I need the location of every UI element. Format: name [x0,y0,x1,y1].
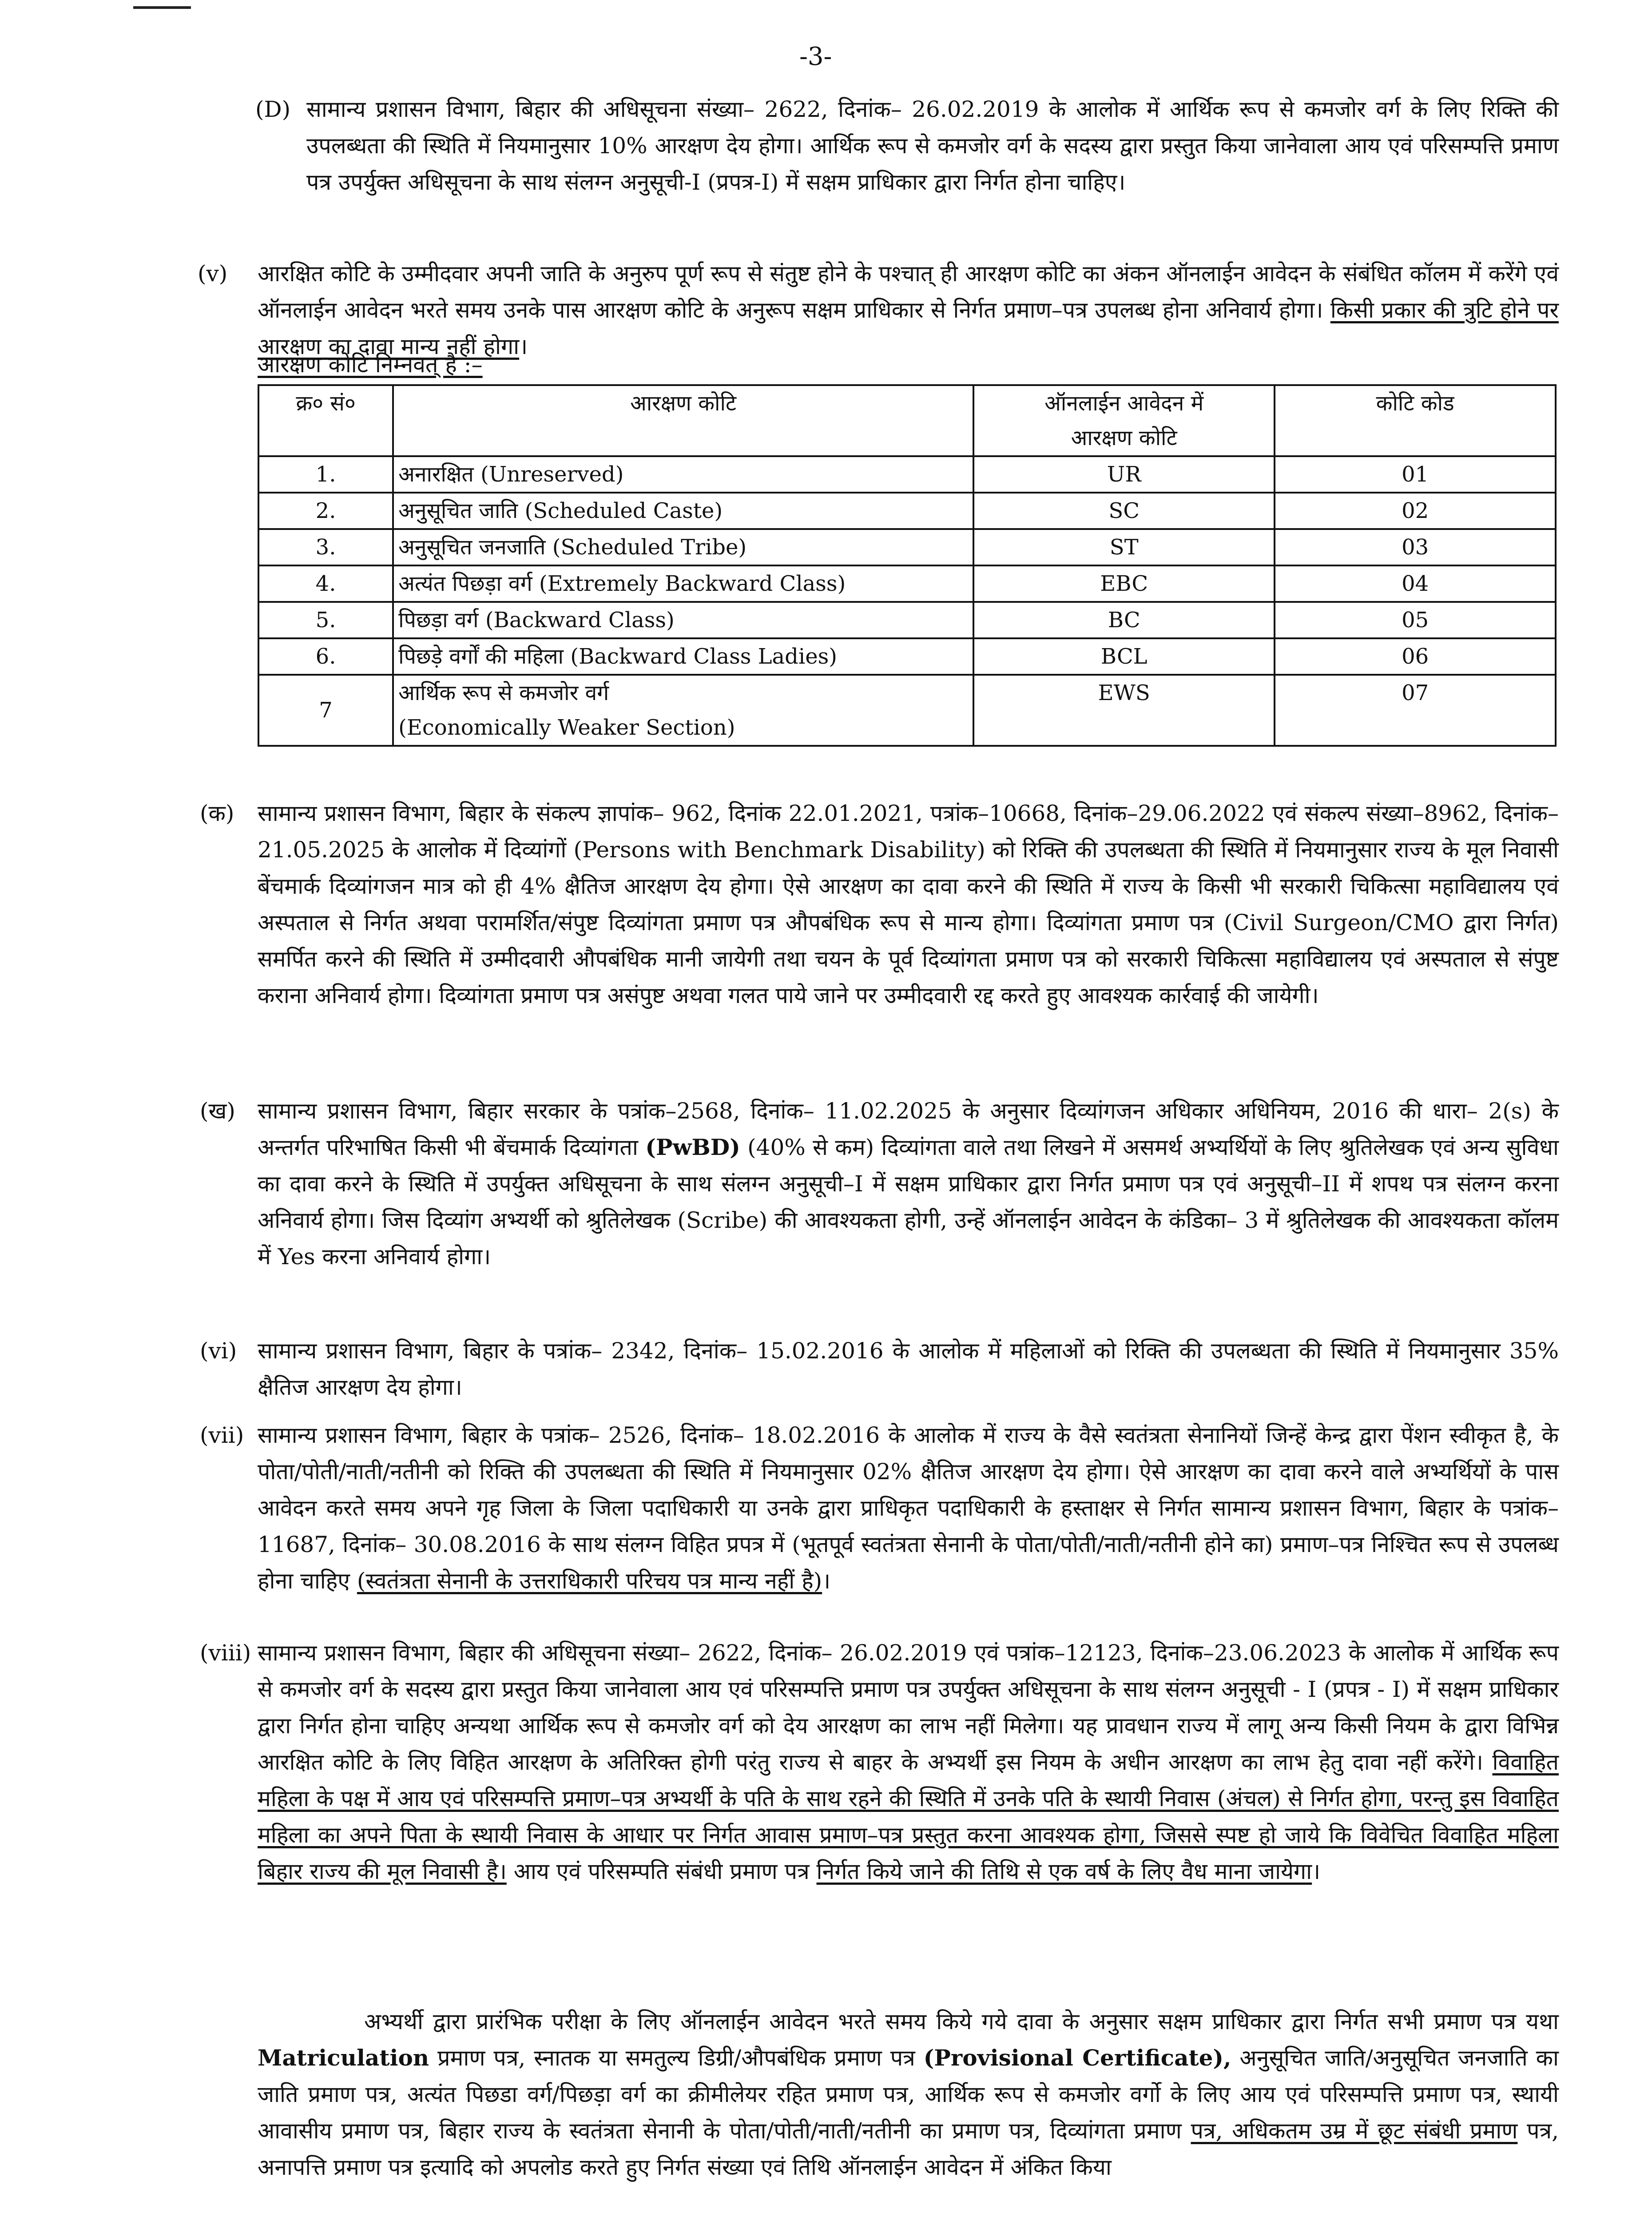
table-row [258,602,1556,638]
table-row [258,493,1556,529]
reservation-heading [258,346,483,383]
para-ka-label: (क) [200,800,234,826]
para-v-end: । [519,334,528,359]
cell-category: अनारक्षित (Unreserved) [393,456,973,493]
para-vii-text [258,1417,1559,1599]
cell-online: BCL [973,638,1275,675]
reservation-table [258,384,1557,747]
cell-category-line2: (Economically Weaker Section) [398,715,735,740]
table-row [258,565,1556,602]
table-header-row [258,385,1556,456]
final-body-d: पत्र, अनापत्ति प्रमाण पत्र इत्यादि को अपलोड करते हुए निर्गत संख्या एवं तिथि ऑनलाईन आवेदन में अंकित किया [258,2118,1559,2180]
cell-online: BC [973,602,1275,638]
cell-online: SC [973,493,1275,529]
cell-code: 07 [1275,675,1556,746]
cell-category [393,675,973,746]
header-sr: क्र० सं० [258,385,393,456]
para-kha-bold: (PwBD) [645,1134,740,1160]
cell-sr: 7 [258,675,393,746]
cell-category: अनुसूचित जनजाति (Scheduled Tribe) [393,529,973,565]
para-viii-body2: आय एवं परिसम्पति संबंधी प्रमाण पत्र [513,1859,810,1884]
top-rule [133,6,191,9]
page-number: -3- [799,42,832,71]
para-vi-label: (vi) [200,1338,237,1364]
header-code: कोटि कोड [1275,385,1556,456]
cell-sr: 2. [258,493,393,529]
para-kha-body-a: सामान्य प्रशासन विभाग, बिहार सरकार के पत्रांक–2568, दिनांक– 11.02.2025 के अनुसार दिव्यांगजन अधिकार अधिनियम, 2016 की धारा– 2(s) के अन्तर्गत परिभाषित किसी भी बेंचमार्क दिव्यांगता [258,1098,1559,1160]
para-d-label: (D) [255,96,291,122]
cell-online: ST [973,529,1275,565]
cell-code: 06 [1275,638,1556,675]
final-body-a: अभ्यर्थी द्वारा प्रारंभिक परीक्षा के लिए ऑनलाईन आवेदन भरते समय किये गये दावा के अनुसार सक्षम प्राधिकार द्वारा निर्गत सभी प्रमाण पत्र यथा [364,2009,1559,2034]
cell-category: पिछड़े वर्गों की महिला (Backward Class Ladies) [393,638,973,675]
cell-code: 02 [1275,493,1556,529]
cell-category: अत्यंत पिछड़ा वर्ग (Extremely Backward Class) [393,565,973,602]
header-online-line1: ऑनलाईन आवेदन में [1044,391,1204,416]
para-vii-underlined: (स्वतंत्रता सेनानी के उत्तराधिकारी परिचय पत्र मान्य नहीं है) [357,1568,822,1594]
cell-code: 04 [1275,565,1556,602]
table-row [258,529,1556,565]
cell-category: पिछड़ा वर्ग (Backward Class) [393,602,973,638]
para-v-label: (v) [198,261,228,287]
reservation-heading-text: आरक्षण कोटि निम्नवत् है :– [258,352,483,378]
cell-online: EWS [973,675,1275,746]
para-viii-label: (viii) [200,1640,251,1666]
table-row [258,638,1556,675]
para-viii-body: सामान्य प्रशासन विभाग, बिहार की अधिसूचना संख्या– 2622, दिनांक– 26.02.2019 एवं पत्रांक–12123, दिनांक–23.06.2023 के आलोक में आर्थिक रूप से कमजोर वर्ग के सदस्य द्वारा प्रस्तुत किया जानेवाला आय एवं परिसम्पत्ति प्रमाण पत्र उपर्युक्त अधिसूचना के साथ संलग्न अनुसूची - I (प्रपत्र - I) में सक्षम प्राधिकार द्वारा निर्गत होना चाहिए अन्यथा आर्थिक रूप से कमजोर वर्ग को देय आरक्षण का लाभ नहीं मिलेगा। यह प्रावधान राज्य में लागू अन्य किसी नियम के द्वारा विभिन्न आरक्षित कोटि के लिए विहित आरक्षण के अतिरिक्त होगी परंतु राज्य से बाहर के अभ्यर्थी इस नियम के अधीन आरक्षण का लाभ हेतु दावा नहीं करेंगे। [258,1640,1559,1775]
cell-sr: 3. [258,529,393,565]
cell-sr: 4. [258,565,393,602]
para-kha-text [258,1093,1559,1275]
final-body-b: प्रमाण पत्र, स्नातक या समतुल्य डिग्री/औपबंधिक प्रमाण पत्र [437,2045,915,2071]
cell-category: अनुसूचित जाति (Scheduled Caste) [393,493,973,529]
final-para-text [258,2003,1559,2185]
para-vii-end: । [822,1568,831,1594]
cell-online: UR [973,456,1275,493]
para-vii-label: (vii) [200,1422,244,1448]
final-bold-a: Matriculation [258,2045,429,2071]
table-row [258,675,1556,746]
cell-category-line1: आर्थिक रूप से कमजोर वर्ग [398,681,609,705]
final-bold-b: (Provisional Certificate), [923,2045,1231,2071]
header-online [973,385,1275,456]
table-row [258,456,1556,493]
para-vii-body: सामान्य प्रशासन विभाग, बिहार के पत्रांक– 2526, दिनांक– 18.02.2016 के आलोक में राज्य के वैसे स्वतंत्रता सेनानियों जिन्हें केन्द्र द्वारा पेंशन स्वीकृत है, के पोता/पोती/नाती/नतीनी को रिक्ति की उपलब्धता की स्थिति में नियमानुसार 02% क्षैतिज आरक्षण देय होगा। ऐसे आरक्षण का दावा करने वाले अभ्यर्थियों के पास आवेदन करते समय अपने गृह जिला के जिला पदाधिकारी या उनके द्वारा प्राधिकृत पदाधिकारी के हस्ताक्षर से निर्गत सामान्य प्रशासन विभाग, बिहार के पत्रांक– 11687, दिनांक– 30.08.2016 के साथ संलग्न विहित प्रपत्र में (भूतपूर्व स्वतंत्रता सेनानी के पोता/पोती/नाती/नतीनी होने का) प्रमाण–पत्र निश्चित रूप से उपलब्ध होना चाहिए [258,1422,1559,1594]
header-category: आरक्षण कोटि [393,385,973,456]
para-viii-end: । [1312,1859,1321,1884]
header-online-line2: आरक्षण कोटि [1071,426,1177,450]
cell-sr: 5. [258,602,393,638]
cell-sr: 1. [258,456,393,493]
para-viii-underlined: विवाहित महिला के पक्ष में आय एवं परिसम्पत्ति प्रमाण–पत्र अभ्यर्थी के पति के साथ रहने की स्थिति में उनके पति के स्थायी निवास (अंचल) से निर्गत होगा, परन्तु इस विवाहित महिला का अपने पिता के स्थायी निवास के आधार पर निर्गत आवास प्रमाण–पत्र प्रस्तुत करना आवश्यक होगा, जिससे स्पष्ट हो जाये कि विवेचित विवाहित महिला बिहार राज्य की मूल निवासी है। [258,1749,1559,1884]
para-ka-text: सामान्य प्रशासन विभाग, बिहार के संकल्प ज्ञापांक– 962, दिनांक 22.01.2021, पत्रांक–10668, दिनांक–29.06.2022 एवं संकल्प संख्या–8962, दिनांक–21.05.2025 के आलोक में दिव्यांगों (Persons with Benchmark Disability) को रिक्ति की उपलब्धता की स्थिति में नियमानुसार राज्य के मूल निवासी बेंचमार्क दिव्यांगजन मात्र को ही 4% क्षैतिज आरक्षण देय होगा। ऐसे आरक्षण का दावा करने की स्थिति में राज्य के किसी भी सरकारी चिकित्सा महाविद्यालय एवं अस्पताल से निर्गत अथवा परामर्शित/संपुष्ट दिव्यांगता प्रमाण पत्र औपबंधिक रूप से मान्य होगा। दिव्यांगता प्रमाण पत्र (Civil Surgeon/CMO द्वारा निर्गत) समर्पित करने की स्थिति में उम्मीदवारी औपबंधिक मानी जायेगी तथा चयन के पूर्व दिव्यांगता प्रमाण पत्र को सरकारी चिकित्सा महाविद्यालय एवं अस्पताल से संपुष्ट कराना अनिवार्य होगा। दिव्यांगता प्रमाण पत्र असंपुष्ट अथवा गलत पाये जाने पर उम्मीदवारी रद्द करते हुए आवश्यक कार्रवाई की जायेगी। [258,800,1559,1008]
cell-sr: 6. [258,638,393,675]
cell-online: EBC [973,565,1275,602]
para-v-body: आरक्षित कोटि के उम्मीदवार अपनी जाति के अनुरुप पूर्ण रूप से संतुष्ट होने के पश्चात् ही आरक्षण कोटि का अंकन ऑनलाईन आवेदन के संबंधित कॉलम में करेंगे एवं ऑनलाईन आवेदन भरते समय उनके पास आरक्षण कोटि के अनुरूप सक्षम प्राधिकार से निर्गत प्रमाण–पत्र उपलब्ध होना अनिवार्य होगा। [258,261,1559,323]
cell-code: 05 [1275,602,1556,638]
para-v-underlined: किसी प्रकार की त्रुटि होने पर आरक्षण का दावा मान्य नहीं होगा [258,297,1559,359]
para-viii-text [258,1635,1559,1890]
cell-code: 01 [1275,456,1556,493]
para-kha-label: (ख) [200,1098,235,1124]
para-d-text: सामान्य प्रशासन विभाग, बिहार की अधिसूचना संख्या– 2622, दिनांक– 26.02.2019 के आलोक में आर्थिक रूप से कमजोर वर्ग के लिए रिक्ति की उपलब्धता की स्थिति में नियमानुसार 10% आरक्षण देय होगा। आर्थिक रूप से कमजोर वर्ग के सदस्य द्वारा प्रस्तुत किया जानेवाला आय एवं परिसम्पत्ति प्रमाण पत्र उपर्युक्त अधिसूचना के साथ संलग्न अनुसूची-I (प्रपत्र-I) में सक्षम प्राधिकार द्वारा निर्गत होना चाहिए। [306,96,1559,195]
para-viii-underlined2: निर्गत किये जाने की तिथि से एक वर्ष के लिए वैध माना जायेगा [816,1859,1312,1884]
final-underlined: पत्र, अधिकतम उम्र में छूट संबंधी प्रमाण [1191,2118,1518,2144]
final-body-c: अनुसूचित जाति/अनुसूचित जनजाति का जाति प्रमाण पत्र, अत्यंत पिछडा वर्ग/पिछड़ा वर्ग का क्रीमीलेयर रहित प्रमाण पत्र, आर्थिक रूप से कमजोर वर्गो के लिए आय एवं परिसम्पत्ति प्रमाण पत्र, स्थायी आवासीय प्रमाण पत्र, बिहार राज्य के स्वतंत्रता सेनानी के पोता/पोती/नाती/नतीनी का प्रमाण पत्र, दिव्यांगता प्रमाण [258,2045,1559,2144]
para-kha-body-b: (40% से कम) दिव्यांगता वाले तथा लिखने में असमर्थ अभ्यर्थियों के लिए श्रुतिलेखक एवं अन्य सुविधा का दावा करने के स्थिति में उपर्युक्त अधिसूचना के साथ संलग्न अनुसूची–I में सक्षम प्राधिकार द्वारा निर्गत प्रमाण पत्र एवं अनुसूची–II में शपथ पत्र संलग्न करना अनिवार्य होगा। जिस दिव्यांग अभ्यर्थी को श्रुतिलेखक (Scribe) की आवश्यकता होगी, उन्हें ऑनलाईन आवेदन के कंडिका– 3 में श्रुतिलेखक की आवश्यकता कॉलम में Yes करना अनिवार्य होगा। [258,1134,1559,1270]
cell-code: 03 [1275,529,1556,565]
para-vi-text: सामान्य प्रशासन विभाग, बिहार के पत्रांक– 2342, दिनांक– 15.02.2016 के आलोक में महिलाओं को रिक्ति की उपलब्धता की स्थिति में नियमानुसार 35% क्षैतिज आरक्षण देय होगा। [258,1338,1559,1400]
